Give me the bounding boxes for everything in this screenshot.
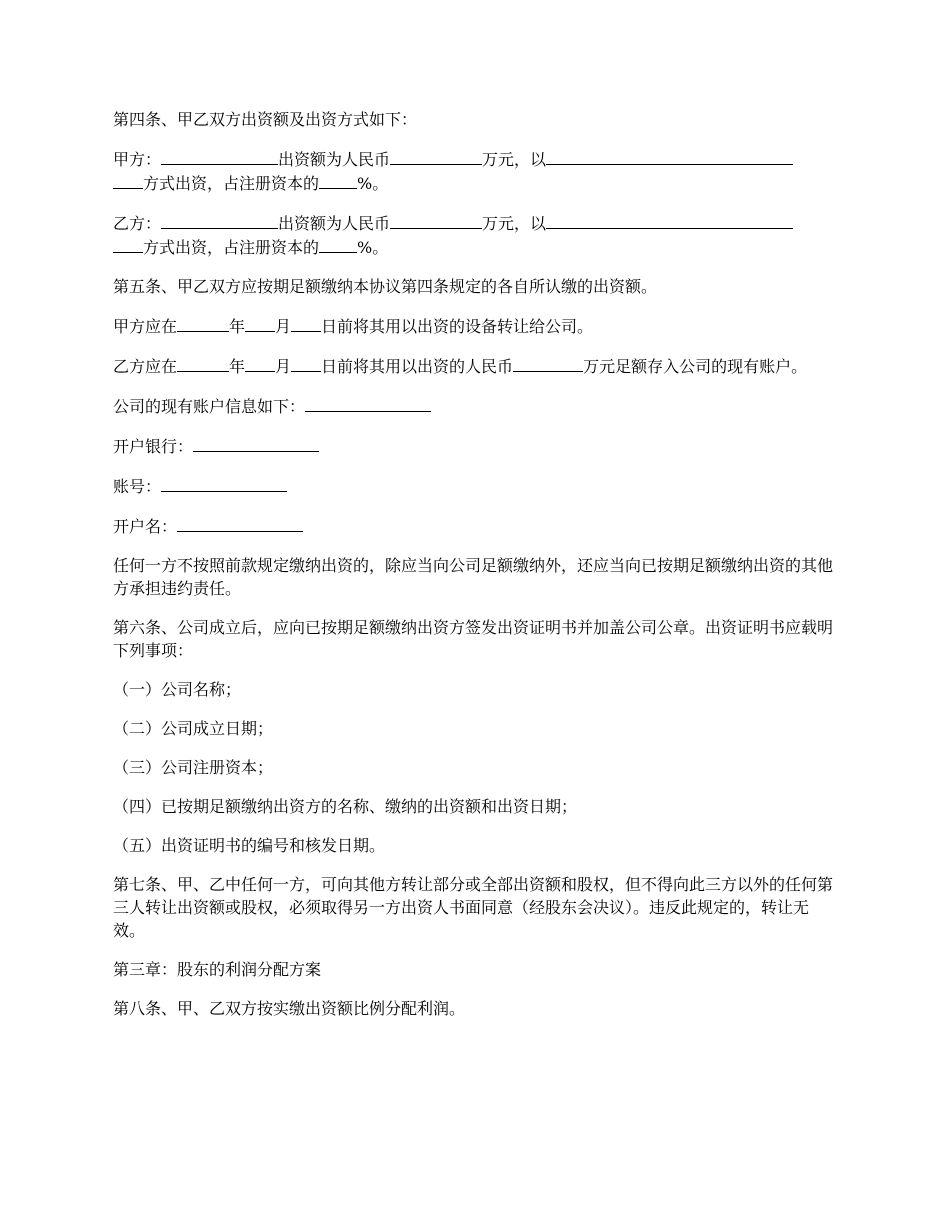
party-b-label: 乙方： [113, 214, 162, 233]
party-a-label: 甲方： [113, 150, 162, 169]
list-item: （一）公司名称； [113, 680, 242, 699]
party-b-name-blank[interactable] [161, 211, 278, 229]
account-number-line [113, 474, 838, 498]
b-rest2-text: 万元足额存入公司的现有账户。 [583, 357, 808, 376]
account-info-text: 公司的现有账户信息如下： [113, 397, 306, 416]
account-info-line [113, 394, 838, 418]
method-text: 方式出资，占注册资本的 [143, 174, 320, 193]
method-text: 方式出资，占注册资本的 [143, 238, 320, 257]
party-b-percent-blank[interactable] [319, 235, 357, 253]
bank-label: 开户银行： [113, 437, 194, 456]
party-a-amount-blank[interactable] [390, 147, 482, 165]
account-name-blank[interactable] [177, 514, 303, 532]
party-b-contribution [113, 211, 838, 259]
list-item: （五）出资证明书的编号和核发日期。 [113, 836, 386, 855]
month-text: 月 [275, 357, 292, 376]
article-5-title: 第五条、甲乙双方应按期足额缴纳本协议第四条规定的各自所认缴的出资额。 [113, 277, 658, 296]
b-amount-blank[interactable] [513, 354, 583, 372]
party-b-method-blank[interactable] [546, 211, 793, 229]
account-number-blank[interactable] [161, 474, 287, 492]
account-info-blank[interactable] [305, 394, 431, 412]
b-year-blank[interactable] [177, 354, 229, 372]
b-should-text: 乙方应在 [113, 357, 178, 376]
party-b-deadline [113, 354, 838, 378]
party-a-contribution [113, 147, 838, 195]
party-a-method-blank[interactable] [546, 147, 793, 165]
chapter-3-heading: 第三章：股东的利润分配方案 [113, 960, 322, 979]
b-day-blank[interactable] [291, 354, 321, 372]
party-a-deadline [113, 314, 838, 338]
a-year-blank[interactable] [177, 314, 229, 332]
party-b-amount-blank[interactable] [390, 211, 482, 229]
year-text: 年 [229, 357, 246, 376]
a-rest-text: 日前将其用以出资的设备转让给公司。 [321, 317, 594, 336]
a-day-blank[interactable] [291, 314, 321, 332]
bank-line [113, 434, 838, 458]
wan-yi-text: 万元，以 [482, 150, 547, 169]
party-a-method-blank-cont[interactable] [113, 171, 143, 189]
percent-text: %。 [357, 174, 389, 193]
b-month-blank[interactable] [245, 354, 275, 372]
a-month-blank[interactable] [245, 314, 275, 332]
bank-blank[interactable] [193, 434, 319, 452]
party-a-percent-blank[interactable] [319, 171, 357, 189]
month-text: 月 [275, 317, 292, 336]
article-8: 第八条、甲、乙双方按实缴出资额比例分配利润。 [113, 999, 466, 1018]
wan-yi-text: 万元，以 [482, 214, 547, 233]
percent-text: %。 [357, 238, 389, 257]
year-text: 年 [229, 317, 246, 336]
a-should-text: 甲方应在 [113, 317, 178, 336]
contrib-amount-text: 出资额为人民币 [278, 150, 391, 169]
article-7: 第七条、甲、乙中任何一方，可向其他方转让部分或全部出资额和股权，但不得向此三方以外的任何第三人转让出资额或股权，必须取得另一方出资人书面同意（经股东会决议）。违反此规定的，转让无效。 [113, 875, 834, 940]
list-item: （二）公司成立日期； [113, 719, 274, 738]
party-a-name-blank[interactable] [161, 147, 278, 165]
document-page [113, 108, 838, 1036]
contrib-amount-text: 出资额为人民币 [278, 214, 391, 233]
account-name-line [113, 514, 838, 538]
list-item: （三）公司注册资本； [113, 758, 274, 777]
article-6: 第六条、公司成立后，应向已按期足额缴纳出资方签发出资证明书并加盖公司公章。出资证明书应载明下列事项： [113, 618, 834, 660]
b-rest1-text: 日前将其用以出资的人民币 [321, 357, 514, 376]
account-number-label: 账号： [113, 477, 162, 496]
breach-clause: 任何一方不按照前款规定缴纳出资的，除应当向公司足额缴纳外，还应当向已按期足额缴纳出资的其他方承担违约责任。 [113, 556, 834, 598]
party-b-method-blank-cont[interactable] [113, 235, 143, 253]
account-name-label: 开户名： [113, 517, 178, 536]
list-item: （四）已按期足额缴纳出资方的名称、缴纳的出资额和出资日期； [113, 797, 578, 816]
article-4-title: 第四条、甲乙双方出资额及出资方式如下： [113, 110, 418, 129]
